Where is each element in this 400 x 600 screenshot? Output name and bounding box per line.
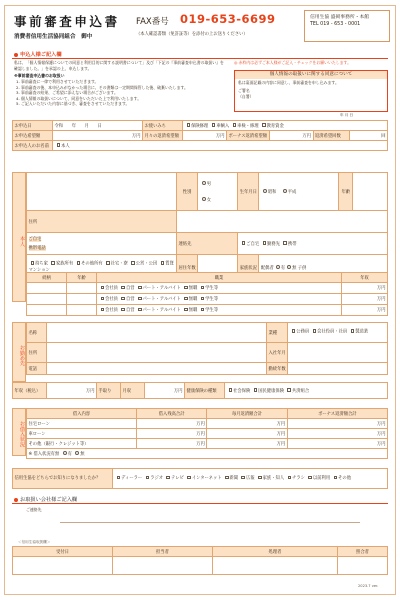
- workplace-phone-field[interactable]: [47, 363, 267, 375]
- checkbox[interactable]: [121, 297, 125, 301]
- checkbox[interactable]: [121, 308, 125, 312]
- address-field[interactable]: [177, 211, 388, 233]
- radio[interactable]: [263, 189, 267, 193]
- checkbox[interactable]: [288, 476, 292, 480]
- personal-info-table: [26, 172, 388, 281]
- insurance-label: 健康保険の種類: [185, 383, 225, 399]
- notice-item: 2. 事前審査の後、本申込みがなかった場合に、その書類は一定期間保管した後、破棄いたします。: [16, 84, 188, 90]
- age-field[interactable]: [353, 173, 388, 211]
- notice-item: 4. 個人情報の取扱いについて、同意をいただいた上で利用いたします。: [16, 95, 142, 101]
- checkbox[interactable]: [138, 286, 142, 290]
- workplace-name-label: 名称: [27, 323, 47, 343]
- application-date-field[interactable]: 令和 年 月 日: [53, 121, 143, 131]
- monthly-income-label: 月収: [121, 383, 145, 399]
- count-label: 返済希望回数: [313, 131, 349, 141]
- industry-options[interactable]: 公務員 会社役員・社員 製造業: [288, 323, 388, 343]
- housing-options[interactable]: 持ち家 家族所有 その他所有 社宅・寮 公営・公団 賃貸マンション: [27, 255, 177, 281]
- radio[interactable]: [283, 189, 287, 193]
- checkbox[interactable]: [287, 388, 291, 392]
- checkbox[interactable]: [117, 476, 121, 480]
- loan-header: 借入内容: [27, 409, 137, 419]
- office-col: 照合者: [338, 547, 388, 557]
- red-notice: ◎ 赤枠内は必ずご本人様がご記入・チェックをお願いいたします。: [234, 60, 352, 65]
- industry-label: 業種: [267, 323, 288, 343]
- birth-label: 生年月日: [238, 173, 259, 211]
- bullet-icon: [14, 498, 18, 502]
- office-cell: [213, 557, 338, 575]
- notice-item: 5. ご記入いただいた内容に基づき、審査をさせていただきます。: [16, 101, 130, 107]
- name-label: お申込人のお名前: [13, 141, 53, 151]
- checkbox[interactable]: [166, 476, 170, 480]
- checkbox[interactable]: [131, 261, 135, 265]
- checkbox[interactable]: [258, 476, 262, 480]
- application-info-table: [12, 120, 388, 151]
- address-label: 住所: [27, 211, 177, 233]
- count-field[interactable]: 回: [349, 131, 388, 141]
- dealer-line-2: TEL 019 - 653 - 0001: [310, 22, 361, 27]
- radio[interactable]: [276, 265, 280, 269]
- bonus-field[interactable]: 万円: [269, 131, 313, 141]
- checkbox[interactable]: [229, 388, 233, 392]
- insurance-options[interactable]: 社会保険 国民健康保険 共済組合: [225, 383, 388, 399]
- checkbox[interactable]: [283, 241, 287, 245]
- source-label: 信用生協をどちらでお知りになりましたか？: [13, 469, 113, 489]
- service-label: 勤続年数: [267, 363, 288, 375]
- application-date-label: お申込日: [13, 121, 53, 131]
- contact-options[interactable]: ご自宅 勤務先 携帯: [238, 233, 388, 255]
- office-use-table: [12, 546, 388, 575]
- checkbox[interactable]: [201, 297, 205, 301]
- checkbox[interactable]: [233, 123, 237, 127]
- radio[interactable]: [63, 451, 67, 455]
- checkbox[interactable]: [254, 388, 258, 392]
- age-label: 年齢: [339, 173, 353, 211]
- family-members-table: [26, 272, 388, 316]
- checkbox[interactable]: [138, 297, 142, 301]
- age-header: 年齢: [67, 273, 97, 283]
- sex-options[interactable]: 男 女: [198, 173, 238, 211]
- consent-box-text: 私は裏面記載の内容に同意し、事前審査を申し込みます。: [238, 80, 339, 85]
- workplace-table: [26, 322, 388, 375]
- dealer-contact-line[interactable]: [60, 522, 360, 523]
- office-col: 担当者: [113, 547, 213, 557]
- checkbox[interactable]: [101, 297, 105, 301]
- radio[interactable]: [202, 181, 206, 185]
- loan-header: 借入残高合計: [137, 409, 207, 419]
- checkbox[interactable]: [292, 329, 296, 333]
- family-label: 家族状況: [238, 255, 259, 281]
- relation-header: 続柄: [27, 273, 67, 283]
- radio[interactable]: [287, 265, 291, 269]
- monthly-field[interactable]: 万円: [183, 131, 227, 141]
- contact-label: 連絡先: [177, 233, 238, 255]
- office-col: 処理者: [213, 547, 338, 557]
- phone-fields[interactable]: ご自宅 携帯電話: [27, 233, 177, 255]
- checkbox[interactable]: [201, 286, 205, 290]
- loans-table: [26, 408, 388, 459]
- checkbox[interactable]: [51, 261, 55, 265]
- amount-label: お申込希望額: [13, 131, 53, 141]
- monthly-income-field[interactable]: 万円: [145, 383, 185, 399]
- checkbox[interactable]: [184, 297, 188, 301]
- take-home-label: 手取り: [97, 383, 121, 399]
- dealer-contact-label: ご連絡先: [26, 507, 42, 512]
- workplace-name-field[interactable]: [47, 323, 267, 343]
- notice-item: 3. 事前審査の結果、ご希望に添えない場合がございます。: [16, 90, 118, 96]
- loan-header: 毎月返済額合計: [207, 409, 287, 419]
- notice-item: 1. 事前審査に一律で利用させていただきます。: [16, 79, 99, 84]
- checkbox[interactable]: [101, 308, 105, 312]
- personal-info-band: 本人: [12, 172, 26, 302]
- service-field[interactable]: [288, 363, 388, 375]
- loan-row[interactable]: その他（銀行・クレジット等） 万円 万円 万円: [27, 439, 388, 449]
- workplace-phone-label: 電話: [27, 363, 47, 375]
- addressee: 消費者信用生活協同組合 御中: [14, 34, 93, 40]
- radio[interactable]: [202, 197, 206, 201]
- bonus-label: ボーナス返済希望額: [227, 131, 270, 141]
- purpose-options[interactable]: 保険修理 車輌入 車検・修理 教育資金: [183, 121, 388, 131]
- radio[interactable]: [75, 451, 79, 455]
- signature-label: ご署名: [238, 87, 250, 93]
- family-row[interactable]: 会社員 自営 パート・アルバイト 無職 学生等 万円: [27, 294, 388, 305]
- applicant-name-field[interactable]: [27, 173, 177, 211]
- form-version: 2023.7 ver.: [358, 584, 379, 588]
- section-heading-applicant: 申込人様ご記入欄: [14, 51, 62, 58]
- purpose-label: お使いみち: [143, 121, 183, 131]
- checkbox[interactable]: [201, 308, 205, 312]
- seal-label: （自署）: [238, 94, 254, 100]
- workplace-band: お勤め先: [12, 322, 26, 382]
- income-header: 年収: [342, 273, 388, 283]
- monthly-label: 月々の返済希望額: [143, 131, 183, 141]
- income-table: [12, 382, 388, 399]
- form-title: 事前審査申込書: [14, 14, 120, 29]
- checkbox[interactable]: [351, 329, 355, 333]
- source-options[interactable]: ディーラー ラジオ テレビ インターネット 新聞 広報 家族・知人 チラシ 以前利用 その他: [113, 469, 388, 489]
- loan-check-row[interactable]: ※ 借入状況有無 有 無: [27, 449, 388, 459]
- checkbox[interactable]: [184, 308, 188, 312]
- annual-field[interactable]: 万円: [47, 383, 97, 399]
- note-line-1: （本人確認書類（免許証等）を添付の上お送りください）: [136, 32, 248, 37]
- checkbox[interactable]: [187, 123, 191, 127]
- checkbox[interactable]: [242, 241, 246, 245]
- checkbox[interactable]: [334, 476, 338, 480]
- birth-field[interactable]: 昭和 平成: [259, 173, 339, 211]
- bullet-icon: [14, 53, 18, 57]
- loan-header: ボーナス返済額合計: [287, 409, 387, 419]
- loan-row[interactable]: 住宅ローン 万円 万円 万円: [27, 419, 388, 429]
- dealer-box: [304, 10, 390, 42]
- source-table: [12, 468, 388, 489]
- annual-label: 年収（税込）: [13, 383, 47, 399]
- family-field[interactable]: 配偶者 有 無 子供: [259, 255, 388, 281]
- amount-field[interactable]: 万円: [53, 131, 143, 141]
- checkbox[interactable]: [187, 476, 191, 480]
- workplace-address-label: 住所: [27, 343, 47, 363]
- checkbox[interactable]: [77, 261, 81, 265]
- loan-row[interactable]: 車ローン 万円 万円 万円: [27, 429, 388, 439]
- checkbox[interactable]: [225, 476, 229, 480]
- checkbox[interactable]: [57, 143, 61, 147]
- loans-band: お借入状況: [12, 408, 26, 456]
- checkbox[interactable]: [263, 241, 267, 245]
- fax-number: 019-653-6699: [180, 12, 276, 26]
- checkbox[interactable]: [212, 123, 216, 127]
- checkbox[interactable]: [184, 286, 188, 290]
- dealer-section-heading: お取扱い会社様ご記入欄: [14, 496, 77, 503]
- date-note: 年 月 日: [340, 113, 354, 117]
- years-label: 居住年数: [177, 255, 198, 281]
- notice-list: [16, 79, 226, 107]
- join-field[interactable]: [288, 343, 388, 363]
- family-row[interactable]: 会社員 自営 パート・アルバイト 無職 学生等 万円: [27, 283, 388, 294]
- sex-label: 性別: [177, 173, 198, 211]
- join-label: 入社年月: [267, 343, 288, 363]
- checkbox[interactable]: [146, 476, 150, 480]
- checkbox[interactable]: [106, 261, 110, 265]
- checkbox[interactable]: [121, 286, 125, 290]
- section-divider: [12, 58, 388, 59]
- consent-box-title: 個人情報の取扱いに関する同意について: [235, 71, 387, 79]
- office-cell: [338, 557, 388, 575]
- checkbox[interactable]: [313, 329, 317, 333]
- notice-heading: ※事前審査申込書のお取扱い: [14, 73, 65, 78]
- name-field[interactable]: 本人: [53, 141, 388, 151]
- consent-text: 私は、「個人情報保護についての同意と利用目的に関する説明書について」及び「下記の『事前審査申込書の取扱い』を確認しました。」を承認の上、申込します。: [14, 60, 224, 71]
- checkbox[interactable]: [241, 476, 245, 480]
- occupation-header: 職業: [97, 273, 342, 283]
- office-cell: [113, 557, 213, 575]
- checkbox[interactable]: [308, 476, 312, 480]
- fax-label: FAX番号: [136, 17, 169, 27]
- checkbox[interactable]: [262, 123, 266, 127]
- checkbox[interactable]: [161, 261, 165, 265]
- dealer-section-divider: [12, 503, 388, 504]
- workplace-address-field[interactable]: [47, 343, 267, 363]
- office-col: 受付日: [13, 547, 113, 557]
- checkbox[interactable]: [31, 261, 35, 265]
- family-row[interactable]: 会社員 自営 パート・アルバイト 無職 学生等 万円: [27, 305, 388, 316]
- dealer-line-1: 信用生協 盛岡事務所・本館: [310, 15, 370, 20]
- checkbox[interactable]: [138, 308, 142, 312]
- consent-box: [234, 70, 388, 112]
- office-use-heading: ＜信用生協取扱欄＞: [18, 540, 51, 544]
- office-cell: [13, 557, 113, 575]
- checkbox[interactable]: [101, 286, 105, 290]
